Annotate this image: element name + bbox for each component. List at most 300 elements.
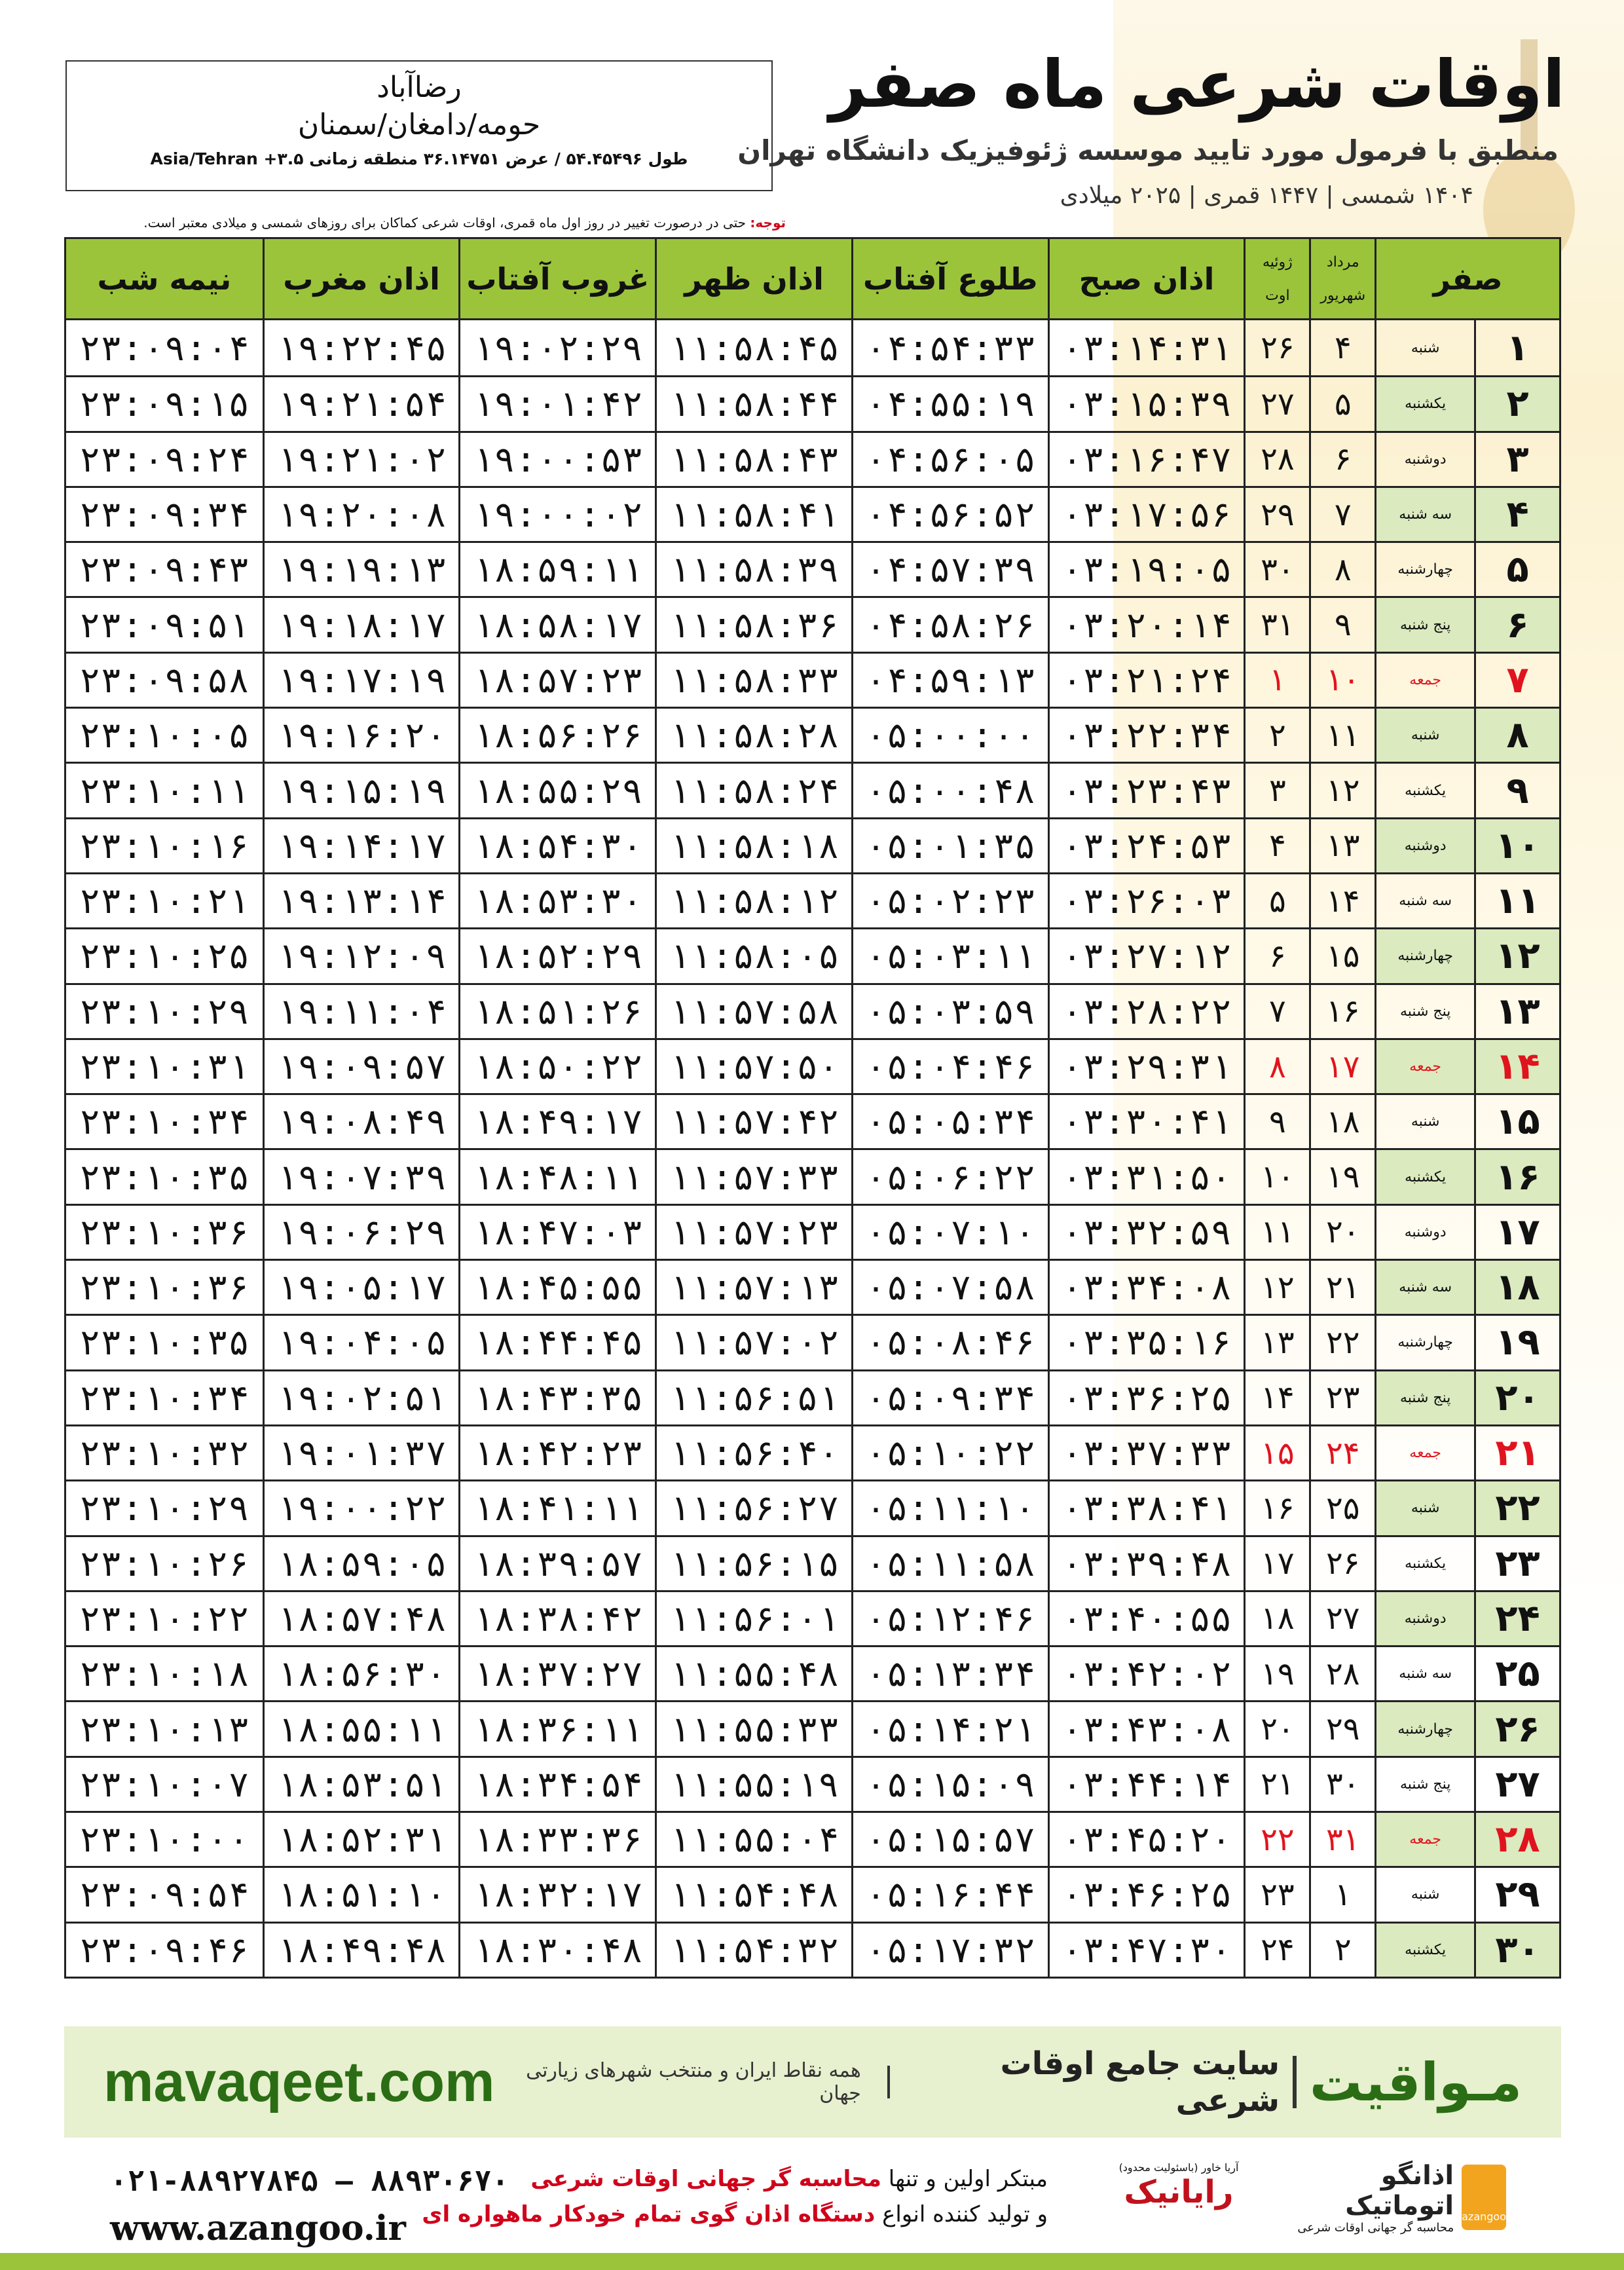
dhuhr-time-cell: ۱۱:۵۵:۱۹ [655, 1758, 851, 1811]
header-month: صفر [1375, 239, 1559, 318]
gregorian-date-cell: ۱۷ [1244, 1537, 1309, 1590]
shamsi-date-cell: ۲۴ [1309, 1426, 1375, 1479]
fajr-time-cell: ۰۳:۲۳:۴۳ [1048, 764, 1244, 817]
gregorian-date-cell: ۱۱ [1244, 1206, 1309, 1259]
sunrise-time-cell: ۰۵:۰۷:۱۰ [851, 1206, 1048, 1259]
sunset-time-cell: ۱۸:۵۱:۲۶ [458, 985, 655, 1038]
table-row [66, 1811, 1559, 1866]
midnight-time-cell: ۲۳:۱۰:۳۴ [79, 1101, 249, 1143]
dhuhr-time-cell: ۱۱:۵۸:۲۸ [655, 709, 851, 762]
maghrib-time-cell: ۱۹:۲۲:۴۵ [263, 320, 459, 375]
table-row [66, 927, 1559, 982]
midnight-time-cell: ۲۳:۱۰:۲۱ [79, 880, 249, 922]
table-row [66, 872, 1559, 927]
sunrise-time-cell: ۰۵:۱۵:۵۷ [851, 1813, 1048, 1866]
sunrise-time-cell: ۰۵:۱۶:۴۴ [851, 1868, 1048, 1921]
sunrise-time-cell: ۰۵:۰۰:۰۰ [851, 709, 1048, 762]
maghrib-time-cell: ۱۹:۰۶:۲۹ [263, 1206, 459, 1259]
table-row [66, 1204, 1559, 1259]
table-row [66, 707, 1559, 762]
maghrib-time-cell: ۱۸:۵۶:۳۰ [263, 1647, 459, 1700]
brand-block [495, 2045, 1522, 2119]
weekday-cell: جمعه [1375, 654, 1474, 707]
region-name: حومه/دامغان/سمنان [297, 108, 541, 141]
fajr-time-cell: ۰۳:۳۵:۱۶ [1048, 1316, 1244, 1369]
midnight-time-cell: ۲۳:۰۹:۰۴ [79, 327, 249, 369]
sunset-time-cell: ۱۸:۵۴:۳۰ [458, 819, 655, 872]
sunset-time-cell: ۱۸:۴۵:۵۵ [458, 1261, 655, 1314]
gregorian-date-cell: ۲ [1244, 709, 1309, 762]
weekday-cell: پنج شنبه [1375, 985, 1474, 1038]
maghrib-time-cell: ۱۹:۱۳:۱۴ [263, 874, 459, 927]
dhuhr-time-cell: ۱۱:۵۸:۳۹ [655, 543, 851, 596]
table-row [66, 1866, 1559, 1921]
shamsi-date-cell: ۹ [1309, 598, 1375, 651]
gregorian-date-cell: ۱۴ [1244, 1371, 1309, 1424]
midnight-time-cell: ۲۳:۱۰:۳۶ [79, 1211, 249, 1253]
gregorian-date-cell: ۵ [1244, 874, 1309, 927]
fajr-time-cell: ۰۳:۳۹:۴۸ [1048, 1537, 1244, 1590]
azangoo-tagline: محاسبه گر جهانی اوقات شرعی [1297, 2220, 1454, 2235]
dhuhr-time-cell: ۱۱:۵۷:۴۲ [655, 1095, 851, 1148]
midnight-time-cell: ۲۳:۱۰:۰۰ [79, 1819, 249, 1861]
shamsi-date-cell: ۲۵ [1309, 1481, 1375, 1535]
dhuhr-time-cell: ۱۱:۵۷:۱۳ [655, 1261, 851, 1314]
sunrise-time-cell: ۰۵:۰۶:۲۲ [851, 1150, 1048, 1203]
dhuhr-time-cell: ۱۱:۵۶:۲۷ [655, 1481, 851, 1535]
sunset-time-cell: ۱۸:۳۸:۴۲ [458, 1592, 655, 1645]
sunrise-time-cell: ۰۴:۵۹:۱۳ [851, 654, 1048, 707]
sunrise-time-cell: ۰۴:۵۵:۱۹ [851, 377, 1048, 430]
sunrise-time-cell: ۰۴:۵۷:۳۹ [851, 543, 1048, 596]
gregorian-date-cell: ۱۳ [1244, 1316, 1309, 1369]
shamsi-date-cell: ۳۰ [1309, 1758, 1375, 1811]
table-header [66, 239, 1559, 320]
dhuhr-time-cell: ۱۱:۵۸:۲۴ [655, 764, 851, 817]
maghrib-time-cell: ۱۹:۱۱:۰۴ [263, 985, 459, 1038]
day-cell: ۱۹ [1474, 1316, 1559, 1369]
midnight-time-cell: ۲۳:۰۹:۵۱ [79, 604, 249, 646]
shamsi-date-cell: ۱۴ [1309, 874, 1375, 927]
header-midnight: نیمه شب [97, 261, 232, 297]
weekday-cell: یکشنبه [1375, 764, 1474, 817]
gregorian-date-cell: ۲۲ [1244, 1813, 1309, 1866]
sunrise-time-cell: ۰۵:۰۱:۳۵ [851, 819, 1048, 872]
day-cell: ۱۲ [1474, 929, 1559, 982]
dhuhr-time-cell: ۱۱:۵۷:۲۳ [655, 1206, 851, 1259]
shamsi-date-cell: ۱۲ [1309, 764, 1375, 817]
day-cell: ۱۵ [1474, 1095, 1559, 1148]
day-cell: ۲۲ [1474, 1481, 1559, 1535]
gregorian-date-cell: ۲۴ [1244, 1924, 1309, 1977]
shamsi-date-cell: ۲۲ [1309, 1316, 1375, 1369]
maghrib-time-cell: ۱۹:۱۷:۱۹ [263, 654, 459, 707]
shamsi-date-cell: ۳۱ [1309, 1813, 1375, 1866]
table-row [66, 1259, 1559, 1314]
location-box [65, 60, 773, 191]
dhuhr-time-cell: ۱۱:۵۸:۴۱ [655, 488, 851, 541]
sunset-time-cell: ۱۹:۰۰:۰۲ [458, 488, 655, 541]
maghrib-time-cell: ۱۸:۴۹:۴۸ [263, 1924, 459, 1977]
midnight-time-cell: ۲۳:۱۰:۲۲ [79, 1597, 249, 1639]
sunset-time-cell: ۱۸:۵۶:۲۶ [458, 709, 655, 762]
sunrise-time-cell: ۰۵:۰۴:۴۶ [851, 1040, 1048, 1093]
gregorian-date-cell: ۲۸ [1244, 433, 1309, 486]
header-sunrise: طلوع آفتاب [851, 239, 1048, 318]
sunset-time-cell: ۱۸:۴۲:۲۳ [458, 1426, 655, 1479]
fajr-time-cell: ۰۳:۳۸:۴۱ [1048, 1481, 1244, 1535]
sunset-time-cell: ۱۸:۳۷:۲۷ [458, 1647, 655, 1700]
maghrib-time-cell: ۱۹:۱۸:۱۷ [263, 598, 459, 651]
weekday-cell: چهارشنبه [1375, 543, 1474, 596]
sunset-time-cell: ۱۸:۴۹:۱۷ [458, 1095, 655, 1148]
day-cell: ۱۰ [1474, 819, 1559, 872]
fajr-time-cell: ۰۳:۱۵:۳۹ [1048, 377, 1244, 430]
sunset-time-cell: ۱۸:۴۴:۴۵ [458, 1316, 655, 1369]
day-cell: ۲ [1474, 377, 1559, 430]
weekday-cell: جمعه [1375, 1040, 1474, 1093]
sunset-time-cell: ۱۸:۳۴:۵۴ [458, 1758, 655, 1811]
maghrib-time-cell: ۱۹:۰۰:۲۲ [263, 1481, 459, 1535]
gregorian-date-cell: ۲۱ [1244, 1758, 1309, 1811]
fajr-time-cell: ۰۳:۳۱:۵۰ [1048, 1150, 1244, 1203]
sunrise-time-cell: ۰۵:۰۵:۳۴ [851, 1095, 1048, 1148]
day-cell: ۲۰ [1474, 1371, 1559, 1424]
website-link[interactable]: www.azangoo.ir [110, 2208, 406, 2248]
fajr-time-cell: ۰۳:۴۳:۰۸ [1048, 1702, 1244, 1755]
dhuhr-time-cell: ۱۱:۵۸:۱۸ [655, 819, 851, 872]
sunset-time-cell: ۱۸:۵۵:۲۹ [458, 764, 655, 817]
city-name: رضاآباد [377, 71, 462, 104]
table-row [66, 1424, 1559, 1479]
day-cell: ۱۷ [1474, 1206, 1559, 1259]
day-cell: ۴ [1474, 488, 1559, 541]
gregorian-date-cell: ۲۷ [1244, 377, 1309, 430]
promo-line2b: دستگاه اذان گوی تمام خودکار ماهواره ای [422, 2201, 876, 2227]
sunrise-time-cell: ۰۵:۰۳:۱۱ [851, 929, 1048, 982]
rayanik-logo [1113, 2161, 1244, 2233]
gregorian-date-cell: ۲۳ [1244, 1868, 1309, 1921]
maghrib-time-cell: ۱۸:۵۹:۰۵ [263, 1537, 459, 1590]
midnight-time-cell: ۲۳:۰۹:۵۸ [79, 659, 249, 701]
page-title: اوقات شرعی ماه صفر [829, 46, 1565, 122]
promo-line1a: مبتکر اولین و تنها [888, 2166, 1048, 2192]
sunrise-time-cell: ۰۵:۰۷:۵۸ [851, 1261, 1048, 1314]
shamsi-date-cell: ۶ [1309, 433, 1375, 486]
dhuhr-time-cell: ۱۱:۵۵:۴۸ [655, 1647, 851, 1700]
day-cell: ۶ [1474, 598, 1559, 651]
fajr-time-cell: ۰۳:۲۸:۲۲ [1048, 985, 1244, 1038]
dhuhr-time-cell: ۱۱:۵۸:۴۴ [655, 377, 851, 430]
midnight-time-cell: ۲۳:۱۰:۲۵ [79, 935, 249, 977]
midnight-time-cell: ۲۳:۱۰:۳۶ [79, 1267, 249, 1309]
sunset-time-cell: ۱۸:۴۷:۰۳ [458, 1206, 655, 1259]
day-cell: ۲۱ [1474, 1426, 1559, 1479]
coordinates: طول ۵۴.۴۵۴۹۶ / عرض ۳۶.۱۴۷۵۱ منطقه زمانی ۳.۵+ Asia/Tehran [150, 149, 688, 168]
day-cell: ۱۳ [1474, 985, 1559, 1038]
header-shamsi [1309, 239, 1375, 318]
rayanik-name: رایانیک [1124, 2174, 1234, 2210]
shamsi-date-cell: ۴ [1309, 320, 1375, 375]
midnight-time-cell: ۲۳:۱۰:۱۱ [79, 770, 249, 811]
weekday-cell: سه شنبه [1375, 874, 1474, 927]
gregorian-date-cell: ۳ [1244, 764, 1309, 817]
gregorian-date-cell: ۱۵ [1244, 1426, 1309, 1479]
weekday-cell: پنج شنبه [1375, 1371, 1474, 1424]
maghrib-time-cell: ۱۹:۱۴:۱۷ [263, 819, 459, 872]
gregorian-date-cell: ۱۰ [1244, 1150, 1309, 1203]
midnight-time-cell: ۲۳:۰۹:۵۴ [79, 1874, 249, 1916]
weekday-cell: یکشنبه [1375, 1537, 1474, 1590]
weekday-cell: چهارشنبه [1375, 1702, 1474, 1755]
weekday-cell: شنبه [1375, 320, 1474, 375]
sunset-time-cell: ۱۸:۵۳:۳۰ [458, 874, 655, 927]
sunrise-time-cell: ۰۵:۰۳:۵۹ [851, 985, 1048, 1038]
shamsi-date-cell: ۷ [1309, 488, 1375, 541]
header-shamsi-bottom: شهریور [1320, 287, 1366, 304]
day-cell: ۱۶ [1474, 1150, 1559, 1203]
header-shamsi-top: مرداد [1326, 253, 1359, 270]
dhuhr-time-cell: ۱۱:۵۷:۰۲ [655, 1316, 851, 1369]
sunset-time-cell: ۱۸:۵۷:۲۳ [458, 654, 655, 707]
table-row [66, 486, 1559, 541]
footer-banner [64, 2026, 1561, 2138]
day-cell: ۲۴ [1474, 1592, 1559, 1645]
header-maghrib: اذان مغرب [263, 239, 459, 318]
weekday-cell: جمعه [1375, 1426, 1474, 1479]
fajr-time-cell: ۰۳:۳۲:۵۹ [1048, 1206, 1244, 1259]
weekday-cell: پنج شنبه [1375, 598, 1474, 651]
weekday-cell: دوشنبه [1375, 1206, 1474, 1259]
sunset-time-cell: ۱۹:۰۲:۲۹ [458, 320, 655, 375]
maghrib-time-cell: ۱۸:۵۳:۵۱ [263, 1758, 459, 1811]
azangoo-logo [1283, 2158, 1506, 2237]
midnight-time-cell: ۲۳:۰۹:۲۴ [79, 438, 249, 480]
table-row [66, 431, 1559, 486]
table-row [66, 1093, 1559, 1148]
shamsi-date-cell: ۸ [1309, 543, 1375, 596]
note-label: توجه: [750, 215, 786, 231]
sunset-time-cell: ۱۹:۰۱:۴۲ [458, 377, 655, 430]
maghrib-time-cell: ۱۸:۵۱:۱۰ [263, 1868, 459, 1921]
sunrise-time-cell: ۰۵:۱۱:۱۰ [851, 1481, 1048, 1535]
day-cell: ۲۹ [1474, 1868, 1559, 1921]
day-cell: ۳ [1474, 433, 1559, 486]
sunset-time-cell: ۱۸:۵۹:۱۱ [458, 543, 655, 596]
site-url[interactable]: mavaqeet.com [103, 2050, 495, 2113]
dhuhr-time-cell: ۱۱:۵۴:۴۸ [655, 1868, 851, 1921]
maghrib-time-cell: ۱۸:۵۷:۴۸ [263, 1592, 459, 1645]
weekday-cell: دوشنبه [1375, 433, 1474, 486]
day-cell: ۲۸ [1474, 1813, 1559, 1866]
shamsi-date-cell: ۲۱ [1309, 1261, 1375, 1314]
sunset-time-cell: ۱۸:۴۱:۱۱ [458, 1481, 655, 1535]
header-gregorian [1244, 239, 1309, 318]
shamsi-date-cell: ۱۶ [1309, 985, 1375, 1038]
maghrib-time-cell: ۱۹:۱۹:۱۳ [263, 543, 459, 596]
table-row [66, 1479, 1559, 1535]
midnight-time-cell: ۲۳:۱۰:۰۵ [79, 715, 249, 756]
dhuhr-time-cell: ۱۱:۵۴:۳۲ [655, 1924, 851, 1977]
table-row [66, 1038, 1559, 1093]
fajr-time-cell: ۰۳:۴۴:۱۴ [1048, 1758, 1244, 1811]
sunset-time-cell: ۱۸:۴۸:۱۱ [458, 1150, 655, 1203]
shamsi-date-cell: ۵ [1309, 377, 1375, 430]
sunset-time-cell: ۱۸:۳۹:۵۷ [458, 1537, 655, 1590]
shamsi-date-cell: ۲۶ [1309, 1537, 1375, 1590]
gregorian-date-cell: ۲۰ [1244, 1702, 1309, 1755]
table-row [66, 375, 1559, 430]
gregorian-date-cell: ۹ [1244, 1095, 1309, 1148]
dhuhr-time-cell: ۱۱:۵۵:۳۳ [655, 1702, 851, 1755]
weekday-cell: جمعه [1375, 1813, 1474, 1866]
fajr-time-cell: ۰۳:۴۷:۳۰ [1048, 1924, 1244, 1977]
maghrib-time-cell: ۱۹:۰۴:۰۵ [263, 1316, 459, 1369]
weekday-cell: سه شنبه [1375, 488, 1474, 541]
weekday-cell: سه شنبه [1375, 1647, 1474, 1700]
maghrib-time-cell: ۱۹:۰۸:۴۹ [263, 1095, 459, 1148]
header-greg-top: ژوئیه [1262, 253, 1293, 270]
fajr-time-cell: ۰۳:۲۶:۰۳ [1048, 874, 1244, 927]
sunset-time-cell: ۱۸:۳۰:۴۸ [458, 1924, 655, 1977]
weekday-cell: شنبه [1375, 709, 1474, 762]
fajr-time-cell: ۰۳:۳۰:۴۱ [1048, 1095, 1244, 1148]
day-cell: ۱ [1474, 320, 1559, 375]
fajr-time-cell: ۰۳:۲۲:۳۴ [1048, 709, 1244, 762]
fajr-time-cell: ۰۳:۱۹:۰۵ [1048, 543, 1244, 596]
midnight-time-cell: ۲۳:۰۹:۳۴ [79, 494, 249, 536]
weekday-cell: شنبه [1375, 1481, 1474, 1535]
brand-name: مـواقیت [1309, 2051, 1522, 2113]
weekday-cell: یکشنبه [1375, 1924, 1474, 1977]
midnight-time-cell: ۲۳:۱۰:۲۶ [79, 1542, 249, 1584]
brand-separator [1293, 2056, 1297, 2108]
maghrib-time-cell: ۱۹:۱۶:۲۰ [263, 709, 459, 762]
midnight-time-cell: ۲۳:۰۹:۴۶ [79, 1929, 249, 1971]
midnight-time-cell: ۲۳:۱۰:۳۲ [79, 1432, 249, 1474]
day-cell: ۱۴ [1474, 1040, 1559, 1093]
weekday-cell: شنبه [1375, 1868, 1474, 1921]
prayer-times-table [64, 237, 1561, 1979]
promo-line1b: محاسبه گر جهانی اوقات شرعی [530, 2166, 881, 2192]
fajr-time-cell: ۰۳:۲۱:۲۴ [1048, 654, 1244, 707]
fajr-time-cell: ۰۳:۴۰:۵۵ [1048, 1592, 1244, 1645]
phone-numbers: ۰۲۱-۸۸۹۲۷۸۴۵ – ۸۸۹۳۰۶۷۰ [110, 2165, 509, 2198]
dhuhr-time-cell: ۱۱:۵۶:۵۱ [655, 1371, 851, 1424]
weekday-cell: چهارشنبه [1375, 1316, 1474, 1369]
promo-text [422, 2161, 1048, 2232]
dhuhr-time-cell: ۱۱:۵۸:۰۵ [655, 929, 851, 982]
day-cell: ۷ [1474, 654, 1559, 707]
note-text: حتی در درصورت تغییر در روز اول ماه قمری، اوقات شرعی کماکان برای روزهای شمسی و میلادی معتبر است. [143, 215, 747, 231]
sunrise-time-cell: ۰۵:۱۳:۳۴ [851, 1647, 1048, 1700]
day-cell: ۲۳ [1474, 1537, 1559, 1590]
table-row [66, 1369, 1559, 1424]
brand-tagline: سایت جامع اوقات شرعی [1000, 2045, 1280, 2119]
day-cell: ۱۱ [1474, 874, 1559, 927]
maghrib-time-cell: ۱۹:۰۵:۱۷ [263, 1261, 459, 1314]
dhuhr-time-cell: ۱۱:۵۶:۴۰ [655, 1426, 851, 1479]
promo-line2a: و تولید کننده انواع [882, 2201, 1048, 2227]
shamsi-date-cell: ۱ [1309, 1868, 1375, 1921]
table-row [66, 1314, 1559, 1369]
sunrise-time-cell: ۰۵:۱۲:۴۶ [851, 1592, 1048, 1645]
azangoo-name: اذانگو اتوماتیک [1345, 2160, 1454, 2221]
dhuhr-time-cell: ۱۱:۵۷:۳۳ [655, 1150, 851, 1203]
sunrise-time-cell: ۰۵:۰۸:۴۶ [851, 1316, 1048, 1369]
weekday-cell: پنج شنبه [1375, 1758, 1474, 1811]
table-row [66, 320, 1559, 375]
day-cell: ۹ [1474, 764, 1559, 817]
sunrise-time-cell: ۰۵:۱۷:۳۲ [851, 1924, 1048, 1977]
sunrise-time-cell: ۰۵:۱۰:۲۲ [851, 1426, 1048, 1479]
midnight-time-cell: ۲۳:۱۰:۲۹ [79, 990, 249, 1032]
rayanik-small: آریا خاور (باسئولیت محدود) [1118, 2161, 1239, 2174]
dhuhr-time-cell: ۱۱:۵۸:۳۳ [655, 654, 851, 707]
maghrib-time-cell: ۱۸:۵۲:۳۱ [263, 1813, 459, 1866]
sunrise-time-cell: ۰۴:۵۶:۰۵ [851, 433, 1048, 486]
brand-separator-2 [887, 2066, 890, 2098]
fajr-time-cell: ۰۳:۲۰:۱۴ [1048, 598, 1244, 651]
dhuhr-time-cell: ۱۱:۵۷:۵۸ [655, 985, 851, 1038]
midnight-time-cell: ۲۳:۱۰:۳۵ [79, 1322, 249, 1364]
shamsi-date-cell: ۲۷ [1309, 1592, 1375, 1645]
table-row [66, 1645, 1559, 1700]
gregorian-date-cell: ۱۸ [1244, 1592, 1309, 1645]
fajr-time-cell: ۰۳:۲۷:۱۲ [1048, 929, 1244, 982]
sunrise-time-cell: ۰۵:۰۲:۲۳ [851, 874, 1048, 927]
maghrib-time-cell: ۱۸:۵۵:۱۱ [263, 1702, 459, 1755]
sunrise-time-cell: ۰۵:۱۱:۵۸ [851, 1537, 1048, 1590]
dhuhr-time-cell: ۱۱:۵۶:۰۱ [655, 1592, 851, 1645]
dhuhr-time-cell: ۱۱:۵۸:۴۳ [655, 433, 851, 486]
gregorian-date-cell: ۸ [1244, 1040, 1309, 1093]
header-dhuhr: اذان ظهر [655, 239, 851, 318]
fajr-time-cell: ۰۳:۱۷:۵۶ [1048, 488, 1244, 541]
sunset-time-cell: ۱۸:۴۳:۳۵ [458, 1371, 655, 1424]
sunset-time-cell: ۱۸:۵۲:۲۹ [458, 929, 655, 982]
gregorian-date-cell: ۳۱ [1244, 598, 1309, 651]
sunrise-time-cell: ۰۴:۵۸:۲۶ [851, 598, 1048, 651]
table-body [66, 320, 1559, 1977]
fajr-time-cell: ۰۳:۴۵:۲۰ [1048, 1813, 1244, 1866]
gregorian-date-cell: ۴ [1244, 819, 1309, 872]
fajr-time-cell: ۰۳:۳۴:۰۸ [1048, 1261, 1244, 1314]
gregorian-date-cell: ۱۹ [1244, 1647, 1309, 1700]
midnight-time-cell: ۲۳:۱۰:۳۴ [79, 1377, 249, 1419]
sunrise-time-cell: ۰۵:۱۵:۰۹ [851, 1758, 1048, 1811]
dhuhr-time-cell: ۱۱:۵۷:۵۰ [655, 1040, 851, 1093]
shamsi-date-cell: ۲۰ [1309, 1206, 1375, 1259]
fajr-time-cell: ۰۳:۳۶:۲۵ [1048, 1371, 1244, 1424]
day-cell: ۵ [1474, 543, 1559, 596]
shamsi-date-cell: ۱۸ [1309, 1095, 1375, 1148]
gregorian-date-cell: ۱ [1244, 654, 1309, 707]
table-row [66, 983, 1559, 1038]
sunrise-time-cell: ۰۴:۵۴:۳۳ [851, 320, 1048, 375]
maghrib-time-cell: ۱۹:۲۱:۰۲ [263, 433, 459, 486]
table-row [66, 541, 1559, 596]
gregorian-date-cell: ۳۰ [1244, 543, 1309, 596]
shamsi-date-cell: ۱۷ [1309, 1040, 1375, 1093]
dhuhr-time-cell: ۱۱:۵۸:۳۶ [655, 598, 851, 651]
table-row [66, 1535, 1559, 1590]
maghrib-time-cell: ۱۹:۲۱:۵۴ [263, 377, 459, 430]
gregorian-date-cell: ۲۹ [1244, 488, 1309, 541]
day-cell: ۱۸ [1474, 1261, 1559, 1314]
shamsi-date-cell: ۲۹ [1309, 1702, 1375, 1755]
day-cell: ۸ [1474, 709, 1559, 762]
